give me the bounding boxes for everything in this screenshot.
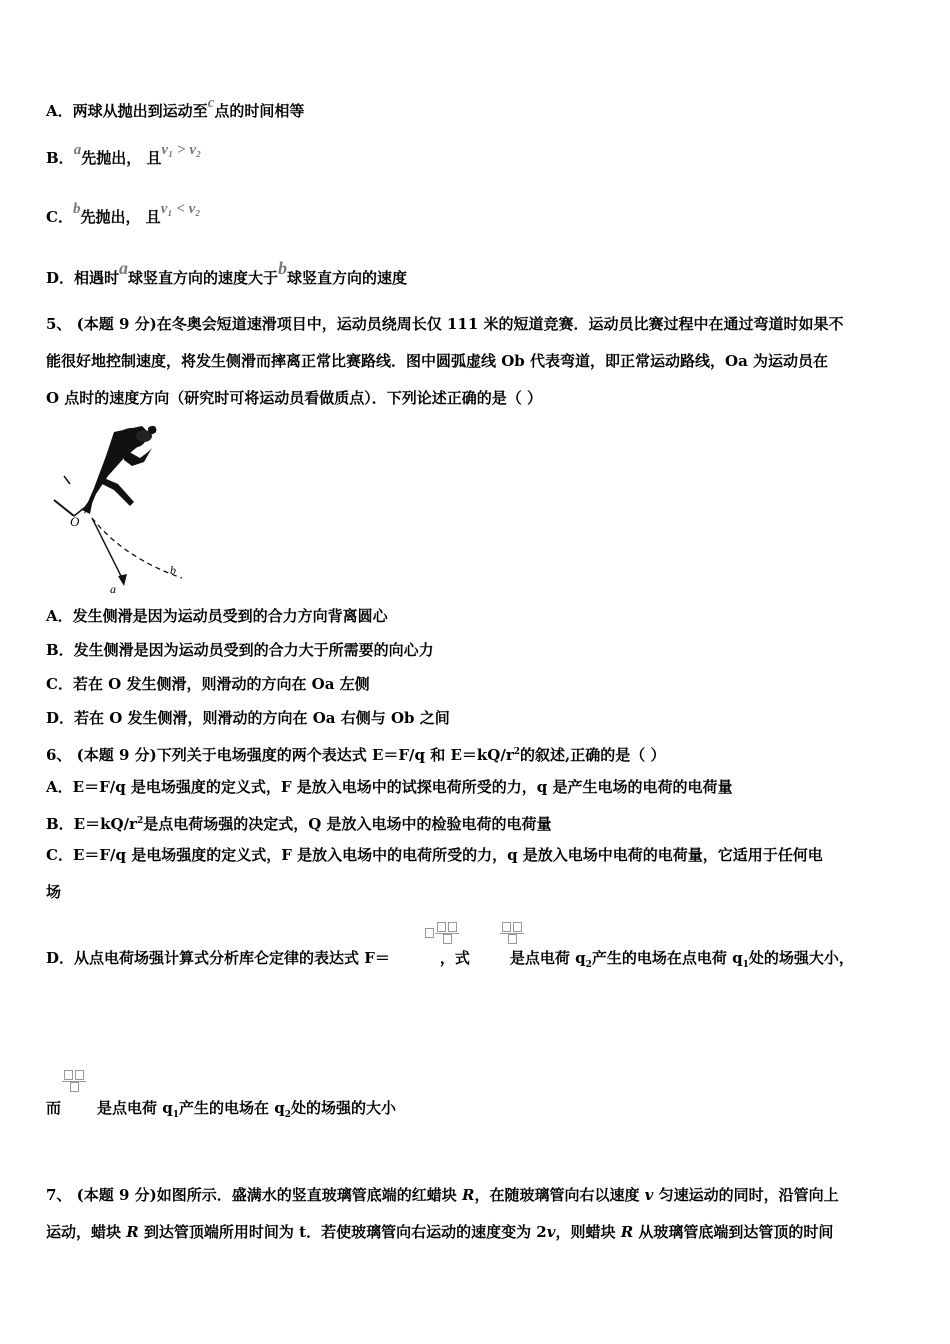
q5-option-b: B．发生侧滑是因为运动员受到的合力大于所需要的向心力 [46,641,434,659]
q6-option-d-line1: D．从点电荷场强计算式分析库仑定律的表达式 F＝ ，式 是点电荷 $q_2$产生的电场在点电荷 $q_1$处的场强大小， [46,949,854,970]
q6-option-a: A．E＝F/q 是电场强度的定义式，F 是放入电场中的试探电荷所受的力，q 是产生电场的电荷的电荷量 [46,778,733,796]
arc-ob [92,518,182,578]
q5-option-d: D．若在 O 发生侧滑，则滑动的方向在 Oa 右侧与 Ob 之间 [46,709,450,727]
skater-silhouette [82,426,156,514]
q5-option-c: C．若在 O 发生侧滑，则滑动的方向在 Oa 左侧 [46,675,370,693]
label-o: O [70,514,80,529]
q5-stem-line3: O 点时的速度方向（研究时可将运动员看做质点）．下列论述正确的是（ ） [46,389,543,407]
q6-option-d-line2: 而 是点电荷 $q_1$产生的电场在 $q_2$处的场强的大小 [46,1099,396,1120]
field-formula-q1-image [62,1070,86,1092]
q7-stem-line2: 运动，蜡块 R 到达管顶端所用时间为 t．若使玻璃管向右运动的速度变为 2v，则蜡块 R 从玻璃管底端到达管顶的时间 [46,1223,834,1241]
arrow-head [118,574,127,586]
q6-stem: 6、 (本题 9 分)下列关于电场强度的两个表达式 E＝F/q 和 $E=kQ/r^2$的叙述,正确的是（ ） [46,746,666,764]
q4-option-d: D．相遇时a球竖直方向的速度大于b球竖直方向的速度 [46,258,408,287]
q6-option-c-line2: 场 [46,883,62,901]
inequality-v1-lt-v2: v₁ < v₂ [160,201,201,217]
q4-option-a: A．两球从抛出到运动至c点的时间相等 [46,95,305,120]
q5-option-a: A．发生侧滑是因为运动员受到的合力方向背离圆心 [46,607,388,625]
label-b: b [170,563,176,577]
var-c: c [207,95,215,111]
inequality-v1-gt-v2: v₁ > v₂ [161,142,202,158]
q4-option-c: C．b先抛出， 且v₁ < v₂ [46,201,201,226]
q7-stem-line1: 7、 (本题 9 分)如图所示．盛满水的竖直玻璃管底端的红蜡块 R，在随玻璃管向右以速度 v 匀速运动的同时，沿管向上 [46,1186,839,1204]
skater-figure [44,418,194,596]
q6-option-b: B．$E=kQ/r^2$是点电荷场强的决定式，Q 是放入电场中的检验电荷的电荷量 [46,815,552,833]
q6-option-c-line1: C．E＝F/q 是电场强度的定义式，F 是放入电场中的电荷所受的力，q 是放入电场中电荷的电荷量，它适用于任何电 [46,846,823,864]
arrow-oa [92,518,124,582]
q5-stem-line1: 5、 (本题 9 分)在冬奥会短道速滑项目中，运动员绕周长仅 111 米的短道竞赛．运动员比赛过程中在通过弯道时如果不 [46,315,844,333]
label-a: a [110,582,116,596]
coulomb-formula-image [424,922,459,944]
field-formula-q2-image [500,922,524,944]
q4-option-b: B．a先抛出， 且v₁ > v₂ [46,142,202,167]
q5-stem-line2: 能很好地控制速度，将发生侧滑而摔离正常比赛路线．图中圆弧虚线 Ob 代表弯道，即正常运动路线，Oa 为运动员在 [46,352,829,370]
